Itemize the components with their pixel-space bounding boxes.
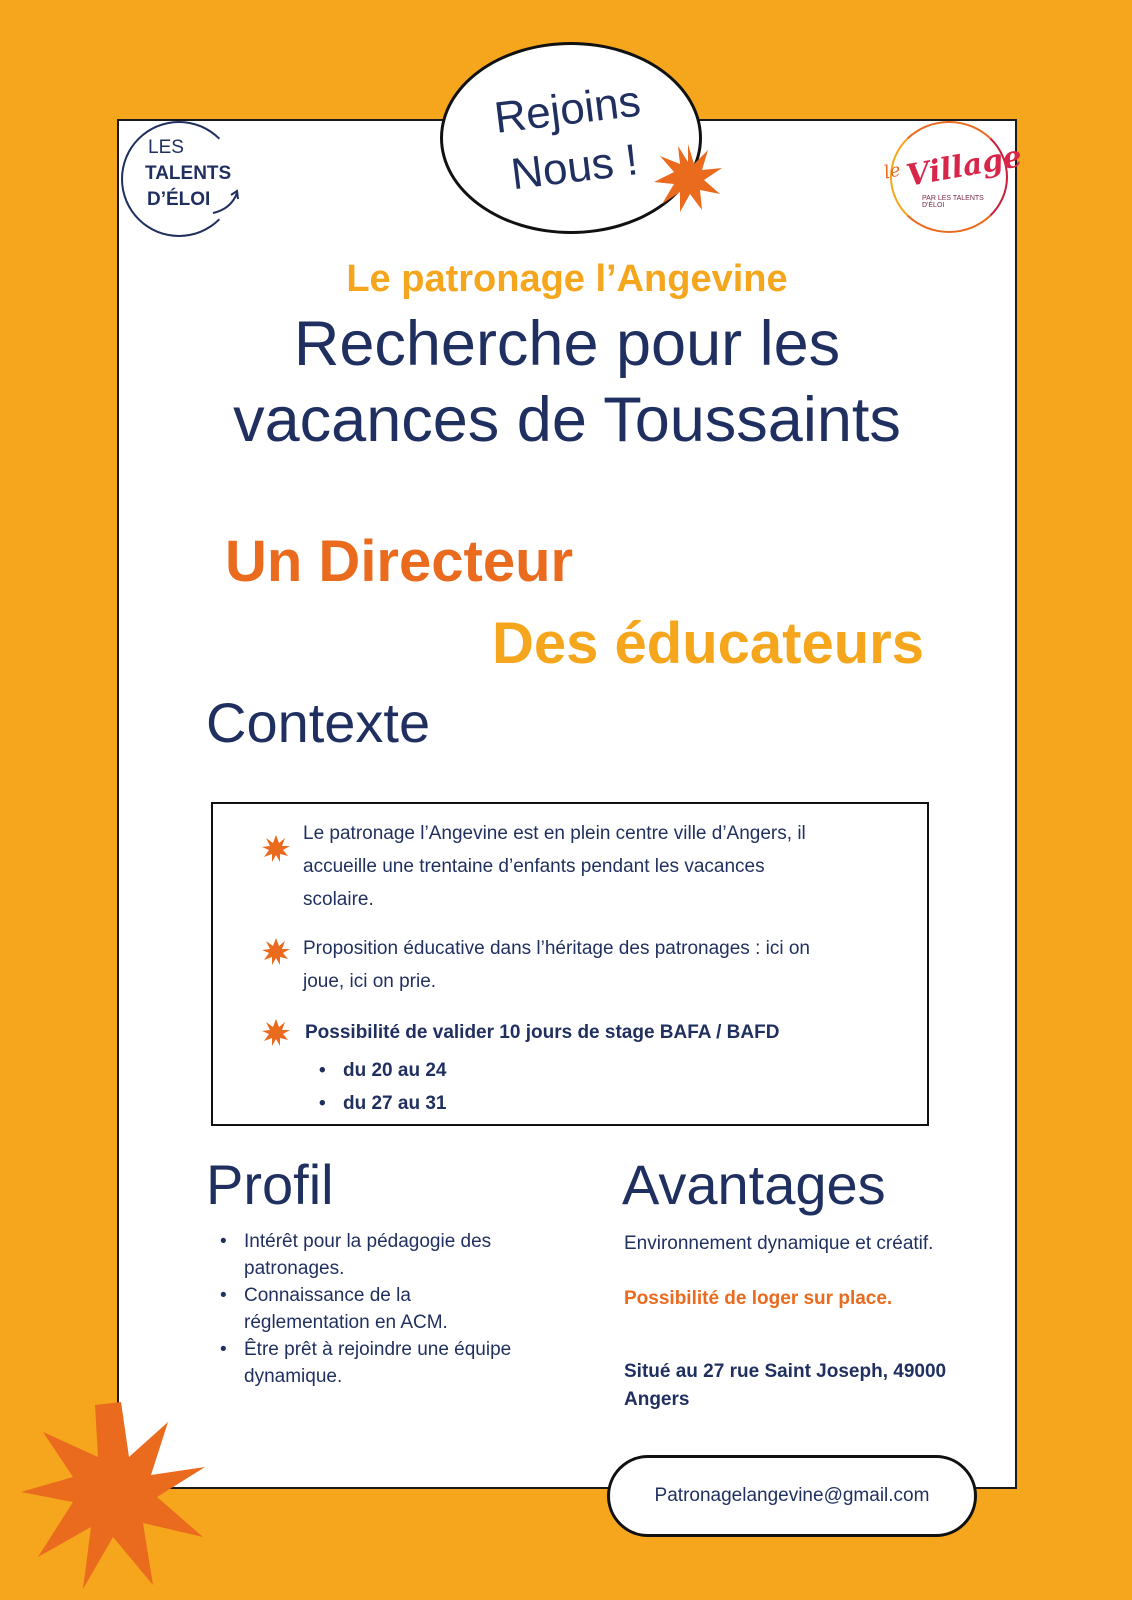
profil-item xyxy=(244,1336,564,1390)
address-line1: Situé au 27 rue Saint Joseph, 49000 xyxy=(624,1361,947,1382)
le-village-logo xyxy=(881,121,1025,233)
subtitle: Le patronage l’Angevine xyxy=(346,258,788,300)
profil-item-1-line1: • Intérêt pour la pédagogie des xyxy=(244,1231,492,1252)
title-line2: vacances de Toussaints xyxy=(233,385,901,455)
date-item: • du 27 au 31 xyxy=(343,1087,447,1120)
profil-item-1-line2: patronages. xyxy=(244,1258,345,1279)
talents-eloi-logo xyxy=(121,121,237,237)
contexte-item-2 xyxy=(303,932,810,998)
badge-line1: Rejoins xyxy=(491,76,644,143)
title-line1: Recherche pour les xyxy=(293,309,841,379)
contexte-item-1-line2: accueille une trentaine d’enfants pendant les vacances xyxy=(303,856,765,877)
profil-heading: Profil xyxy=(206,1153,334,1216)
logo-right-name: Village xyxy=(903,139,1025,194)
badge-line2: Nous ! xyxy=(508,135,641,200)
profil-item-2-line1: • Connaissance de la xyxy=(244,1285,411,1306)
profil-item-2-line2: réglementation en ACM. xyxy=(244,1312,448,1333)
contexte-item-3: Possibilité de valider 10 jours de stage BAFA / BAFD xyxy=(305,1022,780,1043)
contexte-item-1 xyxy=(303,817,806,916)
profil-item xyxy=(244,1228,564,1282)
profil-list xyxy=(244,1228,564,1390)
logo-left-line1: LES xyxy=(148,137,184,158)
date-item: • du 20 au 24 xyxy=(343,1054,447,1087)
avantages-heading: Avantages xyxy=(622,1153,886,1216)
profil-item-3-line2: dynamique. xyxy=(244,1366,343,1387)
logo-right-prefix: le xyxy=(881,159,903,184)
logo-left-line2: TALENTS xyxy=(145,163,232,184)
starburst-icon xyxy=(261,937,291,967)
starburst-icon xyxy=(261,1018,291,1048)
contexte-item-2-line1: Proposition éducative dans l’héritage des patronages : ici on xyxy=(303,938,810,959)
contexte-box xyxy=(211,802,929,1126)
contexte-item-2-line2: joue, ici on prie. xyxy=(303,971,437,992)
logo-right-tagline: PAR LES TALENTS D'ÉLOI xyxy=(922,195,984,209)
arrow-icon xyxy=(211,187,241,217)
role-directeur: Un Directeur xyxy=(225,529,574,594)
starburst-icon xyxy=(652,142,724,214)
contexte-item-1-line3: scolaire. xyxy=(303,889,374,910)
dates-list xyxy=(343,1054,447,1120)
logo-left-line3: D’ÉLOI xyxy=(147,189,211,210)
address-line2: Angers xyxy=(624,1389,690,1410)
starburst-icon xyxy=(261,834,291,864)
profil-item xyxy=(244,1282,564,1336)
address xyxy=(624,1358,946,1414)
role-educateurs: Des éducateurs xyxy=(492,611,924,676)
email-contact[interactable]: Patronagelangevine@gmail.com xyxy=(607,1455,977,1537)
starburst-icon xyxy=(18,1400,208,1595)
contexte-item-1-line1: Le patronage l’Angevine est en plein centre ville d’Angers, il xyxy=(303,823,806,844)
profil-item-3-line1: • Être prêt à rejoindre une équipe xyxy=(244,1339,512,1360)
page-title xyxy=(117,306,1017,458)
avantages-environment: Environnement dynamique et créatif. xyxy=(624,1233,934,1254)
avantages-housing: Possibilité de loger sur place. xyxy=(624,1288,893,1309)
contexte-heading: Contexte xyxy=(206,691,431,754)
